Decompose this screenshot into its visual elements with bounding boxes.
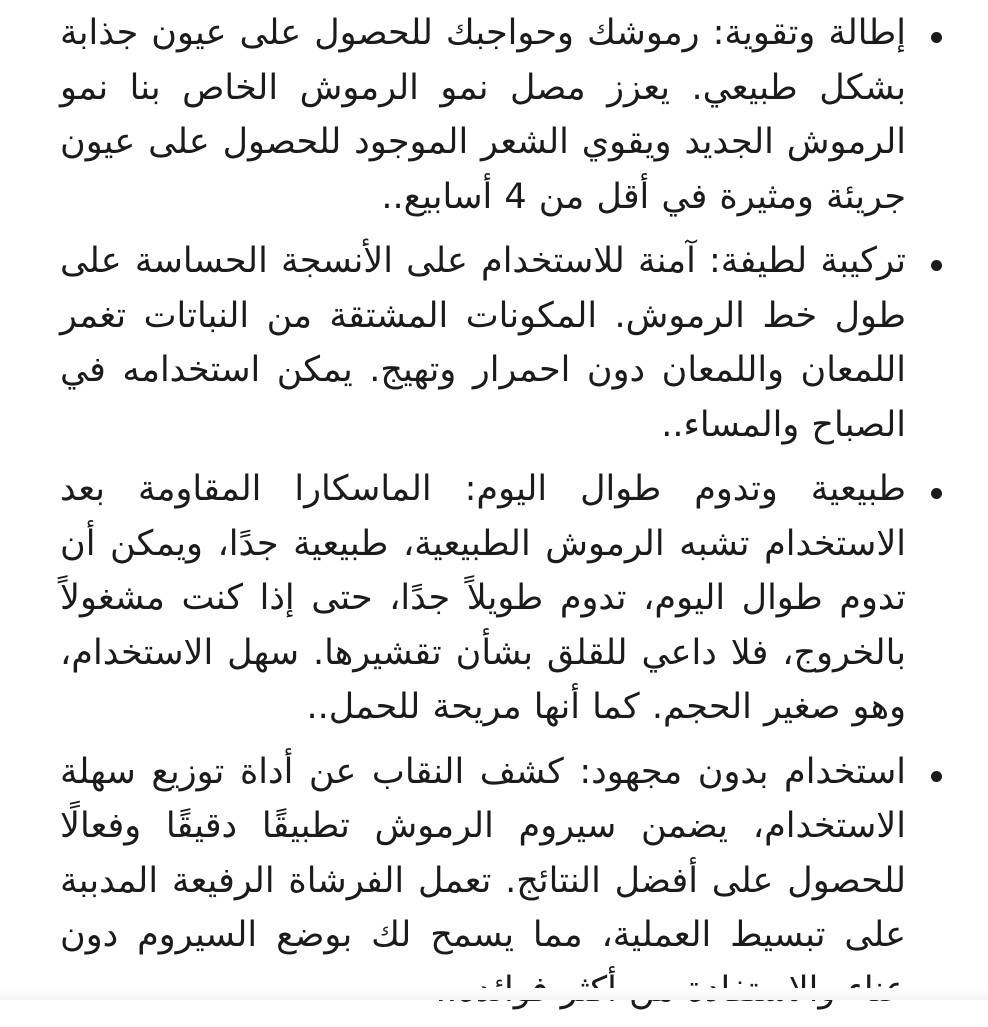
list-item-text: طبيعية وتدوم طوال اليوم: الماسكارا المقاومة بعد الاستخدام تشبه الرموش الطبيعية، طبيعية جدًا، ويمكن أن تدوم طوال اليوم، تدوم طويلاً جدًا، حتى إذا كنت مشغولاً بالخروج، فلا داعي للقلق بشأن تقشيرها. سهل الاستخدام، وهو صغير الحجم. كما أنها مريحة للحمل.. (60, 469, 906, 727)
list-item (60, 234, 906, 452)
bullet-icon (931, 488, 942, 499)
bullet-icon (931, 32, 942, 43)
bullet-icon (931, 771, 942, 782)
list-item-text: إطالة وتقوية: رموشك وحواجبك للحصول على عيون جذابة بشكل طبيعي. يعزز مصل نمو الرموش الخاص بنا نمو الرموش الجديد ويقوي الشعر الموجود للحصول على عيون جريئة ومثيرة في أقل من 4 أسابيع.. (60, 13, 906, 217)
list-item (60, 6, 906, 224)
list-item (60, 462, 906, 735)
page-bottom-edge (0, 988, 988, 1000)
list-item (60, 745, 906, 1018)
list-item-text: استخدام بدون مجهود: كشف النقاب عن أداة توزيع سهلة الاستخدام، يضمن سيروم الرموش تطبيقًا دقيقًا وفعالًا للحصول على أفضل النتائج. تعمل الفرشاة الرفيعة المدببة على تبسيط العملية، مما يسمح لك بوضع السيروم دون (60, 751, 906, 955)
document-page (60, 6, 906, 1027)
list-item-text: تركيبة لطيفة: آمنة للاستخدام على الأنسجة الحساسة على طول خط الرموش. المكونات المشتقة من النباتات تغمر اللمعان واللمعان دون احمرار وتهيج. يمكن استخدامه في الصباح والمساء.. (60, 241, 906, 445)
feature-list (60, 6, 906, 1017)
bullet-icon (931, 260, 942, 271)
